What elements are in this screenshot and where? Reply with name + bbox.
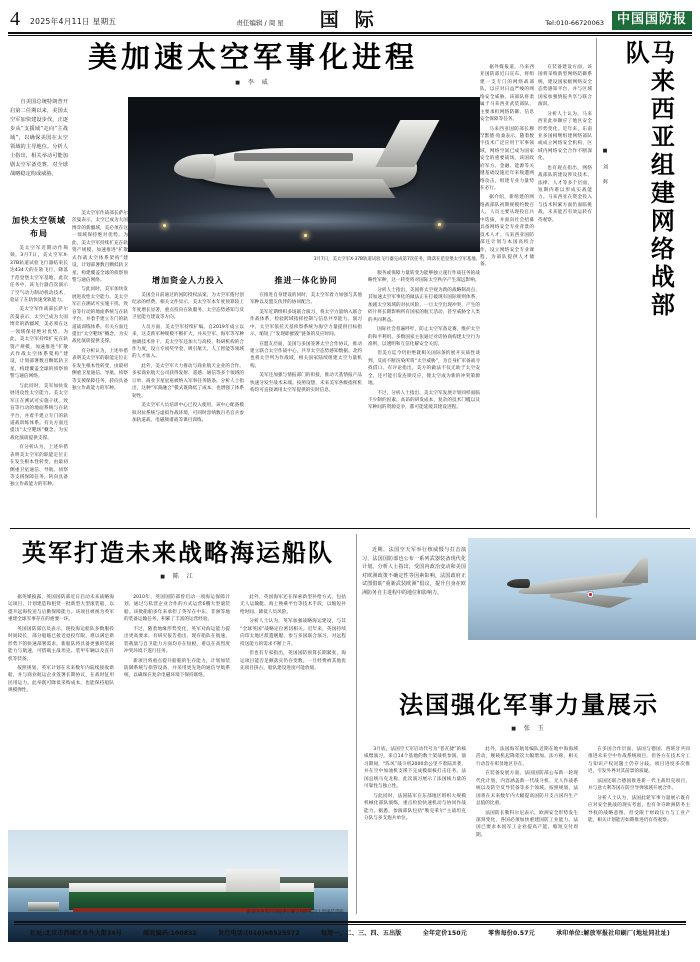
article-us-header xyxy=(38,42,468,86)
malaysia-column-2: 在装备建设方面，该国将采购新型网络防御系统，建设国家级网络安全态势感知平台，并与区域国家加强情报共享与联合演训。 分析人士认为，马来西亚此举顺应了地区安全形势变化。近年来，东南亚多国相继组建网络部队或成立网络安全机构，区域内网络安全合作不断深化。 也有观点指出，网络战部队的建设涉及技术、法律、人才等多个层面，短期内难以形成实战能力。马来西亚在资金投入与技术积累方面仍面临挑战，未来能否有效运转有待观察。 xyxy=(538,65,592,223)
uk-column-2: 2010年，英国国防部曾启动一项海运保障计划，通过与私营企业合作的方式运营6艘大型滚装船。该批船舶多年来承担了英军在中东、非洲等地的装备运输任务，积累了丰富的运营经验。 不过，随着地缘形势变化，英军对海运能力提出更高要求。有研究报告指出，现有船队在航速、装载量与自卫能力方面均存在短板，难以在高烈度冲突环境下遂行任务。 新项目将重点提升船舶的生存能力，计划加装防御系统与损管设备，并采用更先进的通信导航系统，以确保在复杂电磁环境下保持联络。 xyxy=(124,595,230,679)
french-roundel-icon xyxy=(587,591,594,598)
photo-light-3 xyxy=(304,234,307,237)
byline-us-space xyxy=(38,77,468,86)
article-france-columns xyxy=(364,746,694,926)
headline-us-space: 美加速太空军事化进程 xyxy=(87,40,418,74)
subhead-us-1: 加快太空领域布局 xyxy=(12,216,66,238)
vessel-hull xyxy=(69,890,314,909)
article-france-header xyxy=(364,692,694,732)
byline-author: 张 玉 xyxy=(523,725,547,733)
photo-light-2 xyxy=(438,223,441,226)
byline-author: 李 威 xyxy=(247,79,271,87)
france-column-1: 3月底，法国空天军启动代号为“普瓦捷”的核威慑演习，来自14个基地的数十架战机参演。演习期间，“阵风”战斗机2000余公里不着陆奔袭，并在空中加油机支援下完成模拟核打击任务。法国总统马克龙称，此次演习展示了法国核力量的可靠性与独立性。 与此同时，法国陆军在东部地区组织大规模机械化部队演练，重点检验快速机动与协同作战能力。据悉，参演部队包括“勒克莱尔”主战坦克分队与多支炮兵单位。 xyxy=(364,747,466,821)
footer-rule-thick xyxy=(14,921,686,923)
headline-france-military: 法国强化军事力量展示 xyxy=(399,690,659,719)
page-number: 4 xyxy=(10,8,20,30)
issue-date: 2025年4月11日 星期五 xyxy=(30,17,117,26)
footer-publication-schedule: 每周一、二、三、四、五出版 xyxy=(320,930,402,937)
article-us-columns xyxy=(10,98,480,528)
byline-france xyxy=(364,723,694,732)
contact-phone: Tel:010-66720063 xyxy=(545,19,604,27)
article-uk-header xyxy=(4,540,352,580)
byline-marker: ■ xyxy=(160,574,168,581)
article-malaysia-columns xyxy=(480,64,596,520)
headline-malaysia-cyber: 马来西亚组建网络战部队 xyxy=(621,40,675,320)
byline-author: 陈 江 xyxy=(172,573,196,581)
masthead xyxy=(0,0,700,30)
article-malaysia-header xyxy=(600,40,696,340)
byline-marker: ■ xyxy=(602,148,608,156)
footer-printer: 承印单位:解放军报社印刷厂(地址同社址) xyxy=(556,930,670,937)
footer-address: 社址:北京市西城区阜外大街34号 xyxy=(30,930,122,937)
responsible-editor: 责任编辑 / 周 星 xyxy=(236,19,284,27)
vessel-superstructure xyxy=(226,869,280,891)
fighter-nose-cone xyxy=(507,579,530,588)
byline-malaysia xyxy=(602,148,609,186)
subhead-us-3: 推进一体化协同 xyxy=(274,276,338,285)
us-column-4: 服务或保障力量转变为能够独立遂行作战任务的战略性军种，这一转变将对国际太空秩序产生深远影响。 分析人士指出，美国将太空视为新的战略制高点，其加速太空军事化的做法正在打破现有国际规则体系，加剧太空领域的对抗风险。一旦太空出现冲突，产生的碎片将长期影响所有国家的航天活动，甚至威胁全人类的共同利益。 国际社会普遍呼吁，防止太空军备竞赛，维护太空的和平利用。多数国家主张通过对话协商构建太空行为准则，以透明和互信化解安全关切。 但美方迄今仍拒绝就相关国际条约展开实质性谈判，反而不断渲染所谓“太空威胁”，为自身扩军备战寻找借口。有评论指出，美方的做法不仅无助于太空安全，还可能引发连锁反应，使太空成为新的冲突策源地。 不过，分析人士指出，美太空军发展计划同样面临不少制约因素。高昂的研发成本、复杂的技术门槛以及军种间的资源竞争，都可能延缓其建设进程。 xyxy=(368,271,480,411)
france-column-2: 此外，法国海军航母编队近期在地中海海域活动，舰载机起降架次大幅增加。法方称，相关行动旨在彰显地区存在。 在装备发展方面，法国国防部公布新一轮现代化计划，内容涵盖新一代战斗机、无人作战系统以及防空反导装备等多个领域。按照规划，法国将在未来数年内大幅提高国防开支占国内生产总值的比重。 法国防长勒科尔尼表示，欧洲安全形势发生深刻变化，各国必须加快重建国防工业能力。法国已要求本国军工企业提高产能，缩短交付周期。 xyxy=(476,747,578,838)
divider-vertical-right xyxy=(596,38,597,518)
uk-column-1: 据英媒披露，英国国防部近日启动未来战略海运项目，计划建造和租赁一批新型大型滚装船，以提升远海投送与后勤保障能力。该项目被视为英军重建全球军事存在的重要一环。 英国国防部官员表示，现役海运船队多数服役时间较长，部分船舶已接近退役年限，难以满足新形势下的快速部署需求。新船队将具备更强的装载能力与航速，可搭载主战坦克、装甲车辆以及直升机等装备。 按照规划，英军计划在未来数年内陆续接收新船，并与商业航运企业签署长期协议，在战时征用民用运力。此举既可降低采购成本，也能保持船队规模弹性。 xyxy=(8,595,114,694)
article-uk-columns xyxy=(8,594,348,824)
subhead-us-2: 增加资金人力投入 xyxy=(152,276,224,285)
us-column-1b: 美太空军作战部长萨尔茨曼表示，太空已成为大国博弈的新疆域，美必须在这一领域保持绝对优势。为此，美太空军持续扩充在轨资产规模，加速推进“扩散式作战太空体系架构”建设，计划部署数百颗低轨卫星，构建覆盖全球的侦察预警与通信网络。 与此同时，美军加快发展进攻性太空能力。美太空军正在测试可实施干扰、致盲等行动的地面系统与在轨平台，并着手建立专门的轨道战训练体系。有关方面还提出“太空靶场”概念，为实战化演训提供支撑。 有分析认为，上述举措表明美太空军的职能定位正在发生根本性转变，由最初侧重卫星通信、导航、侦察等支援保障任务，转向具备独立作战能力的军种。 xyxy=(72,211,128,392)
lead-paragraph-france: 近期，法国空天军举行核威慑与打击演习，法国国防部也公布一系列武器装备现代化计划。分析人士指出，受国内政治变动和美国对欧洲政策不确定性等因素影响，法国政府正试图借助“重新武装欧洲”倡议，提升自身在欧洲防务自主进程中的地位和影响力。 xyxy=(362,547,466,596)
section-divider-horizontal xyxy=(10,528,690,529)
footer-unit-price: 零售每份0.57元 xyxy=(488,930,535,937)
newspaper-logo: 中国国防报 xyxy=(612,11,692,30)
page-footer xyxy=(0,921,700,940)
spaceplane-nose xyxy=(174,154,216,179)
footer-annual-price: 全年定价150元 xyxy=(422,930,467,937)
us-column-3: 推进一体化协同 在推进自身建设的同时，美太空军着力加强与其他军种以及盟友伙伴的协同配合。 美军近期组织多场联合演习，将太空力量纳入联合作战体系，检验跨域指挥控制与信息共享能力。演习中，太空军依托天基侦察系统为海空力量提供目标指示，缩短了“发现即摧毁”链条的反应时间。 在盟友层面，美国与多国签署太空合作协议，推动建立联合太空作战中心，共享太空态势感知数据。北约也将太空列为作战域，相关国家陆续组建太空力量机构。 美军还加强与情报部门的衔接，推动天基情报产品快速分发至战术末端。按照设想，未来美军各级指挥机构均可直接调用太空军提供的实时信息。 xyxy=(250,276,362,394)
us-column-2: 增加资金人力投入 美国会日前通过的国防授权法案，为太空军拨付创纪录的经费。相关文件显示，美太空军本年度预算较上年度增长显著，重点投向在轨服务、太空态势感知与反卫星能力建设等方向。 人员方面，美太空军持续扩编。自2019年成立以来，这支新军种规模不断扩大，并从空军、海军等军种抽调技术骨干。美太空军还加大与高校、科研机构的合作力度，设立专项奖学金，吸引航天、人工智能等领域的人才加入。 此外，美太空军大力推动与商业航天企业的合作。多家商业航天公司获得发射、遥感、通信等多个领域的订单，商业卫星星座被纳入军事任务链条。分析人士指出，这种“军商融合”模式既降低了成本，也增强了体系韧性。 美太空军人员培训中心已投入使用，该中心配备模拟对抗系统与虚拟作战环境，可同时容纳数百名官兵参加轨道战、电磁频谱战等课目训练。 xyxy=(132,276,244,423)
footer-imprint-items xyxy=(0,925,700,940)
divider-vertical-bottom xyxy=(356,534,357,914)
photo-sky xyxy=(8,830,348,884)
photo-floodlight-glow xyxy=(156,209,452,234)
headline-uk-sealift: 英军打造未来战略海运船队 xyxy=(22,538,334,567)
france-column-3: 在多国合作层面，法国与德国、西班牙共同推进未来空中作战系统项目，但各方在技术分工与知识产权问题上仍存分歧。项目进度多次推迟，引发外界对其前景的质疑。 法国还联合德国推进新一代主战坦克项目，并与意大利等国在防空导弹领域开展合作。 分析人士认为，法国此轮军事力量展示既有应对安全挑战的现实考虑，也有争夺欧洲防务主导权的战略意图。但受限于财政压力与工业产能，相关计划能否如期推进仍有待观察。 xyxy=(588,747,690,823)
lead-paragraph-us: 自美国总统特朗普开启第二任期以来，美国太空军加快建设步伐，正逐步从“支援域”走向“主战域”，以确保美国在太空领域的主导地位。分析人士指出，相关举动可能加剧太空军备竞赛，对全球战略稳定构成威胁。 xyxy=(10,99,68,177)
malaysia-column-1: 据外媒报道，马来西亚国防部近日宣布，将组建一支专门的网络战部队，以应对日益严峻的网络安全威胁。该部队将隶属于马来西亚武装部队，主要承担网络防御、信息安全保障等任务。 马来西亚国防部长穆罕默德·哈桑表示，随着数字技术广泛应用于军事领域，网络空间已成为国家安全的重要战场。该国政府军方、金融、能源等关键基础设施近年来频遭网络攻击，组建专业力量势在必行。 据介绍，新组建的网络战部队初期规模约数百人，人员主要从现役官兵中选拔，并面向社会招募具备网络安全专业背景的技术人才。马来西亚国防部还计划与本国高校合作，设立网络安全专业课程，为部队提供人才储备。 xyxy=(480,65,534,268)
byline-uk xyxy=(4,571,352,580)
byline-marker: ■ xyxy=(511,726,519,733)
section-title: 国际 xyxy=(319,9,390,31)
spaceplane-payload-bay xyxy=(234,153,354,161)
spaceplane-tail xyxy=(376,120,439,167)
photo-rafale-fighter xyxy=(468,538,696,640)
byline-marker: ■ xyxy=(235,80,243,87)
caption-roro-vessel: 此前为英军行动提供后勤支持的商用大型滚装货船。 xyxy=(247,910,348,915)
caption-x37b: 3月7日，美太空军X-37B轨道试验飞行器完成第7次任务，降落在范登堡太空军基地。 xyxy=(313,257,480,262)
photo-x37b-spaceplane xyxy=(128,97,480,252)
us-column-1: 加快太空领域布局 美太空军近期动作频频。3月7日，美太空军X-37B轨道试验飞行器结束长达434天的在轨飞行，降落于范登堡太空军基地。此次任务中，该飞行器首次演示了空气动力制动机动技术，验证了在轨快速变轨能力。 美太空军作战部长萨尔茨曼表示，太空已成为大国博弈的新疆域，美必须在这一领域保持绝对优势。为此，美太空军持续扩充在轨资产规模，加速推进“扩散式作战太空体系架构”建设，计划部署数百颗低轨卫星，构建覆盖全球的侦察预警与通信网络。 与此同时，美军加快发展进攻性太空能力。美太空军正在测试可实施干扰、致盲等行动的地面系统与在轨平台，并着手建立专门的轨道战训练体系。有关方面还提出“太空靶场”概念，为实战化演训提供支撑。 有分析认为，上述举措表明美太空军的职能定位正在发生根本性转变，由最初侧重卫星通信、导航、侦察等支援保障任务，转向具备独立作战能力的军种。 xyxy=(10,216,68,488)
footer-circulation-phone: 发行电话:(010)68525572 xyxy=(218,930,300,937)
byline-author: 刘 辉 xyxy=(602,164,608,186)
footer-postcode: 邮政编码:100832 xyxy=(143,930,197,937)
uk-column-3: 此外，英国海军还在探索新型补给方式，包括无人运输艇、海上换乘平台等技术手段，以缩短补给时间、降低人员风险。 分析人士认为，英军加强战略海运建设，与其“全球英国”战略定位密切相关。近年来，英国持续向印太地区派遣舰艇，参与多国联合演习，对远程投送能力的需求不断上升。 但也有专家指出，英国国防预算长期紧张，海运项目能否足额落实仍存变数。一旦经费被其他优先项目挤占，船队建设进度可能放缓。 xyxy=(240,595,346,671)
article-uk-sealift xyxy=(0,534,356,926)
spaceplane-wing xyxy=(263,179,395,198)
article-france-military xyxy=(358,534,700,926)
